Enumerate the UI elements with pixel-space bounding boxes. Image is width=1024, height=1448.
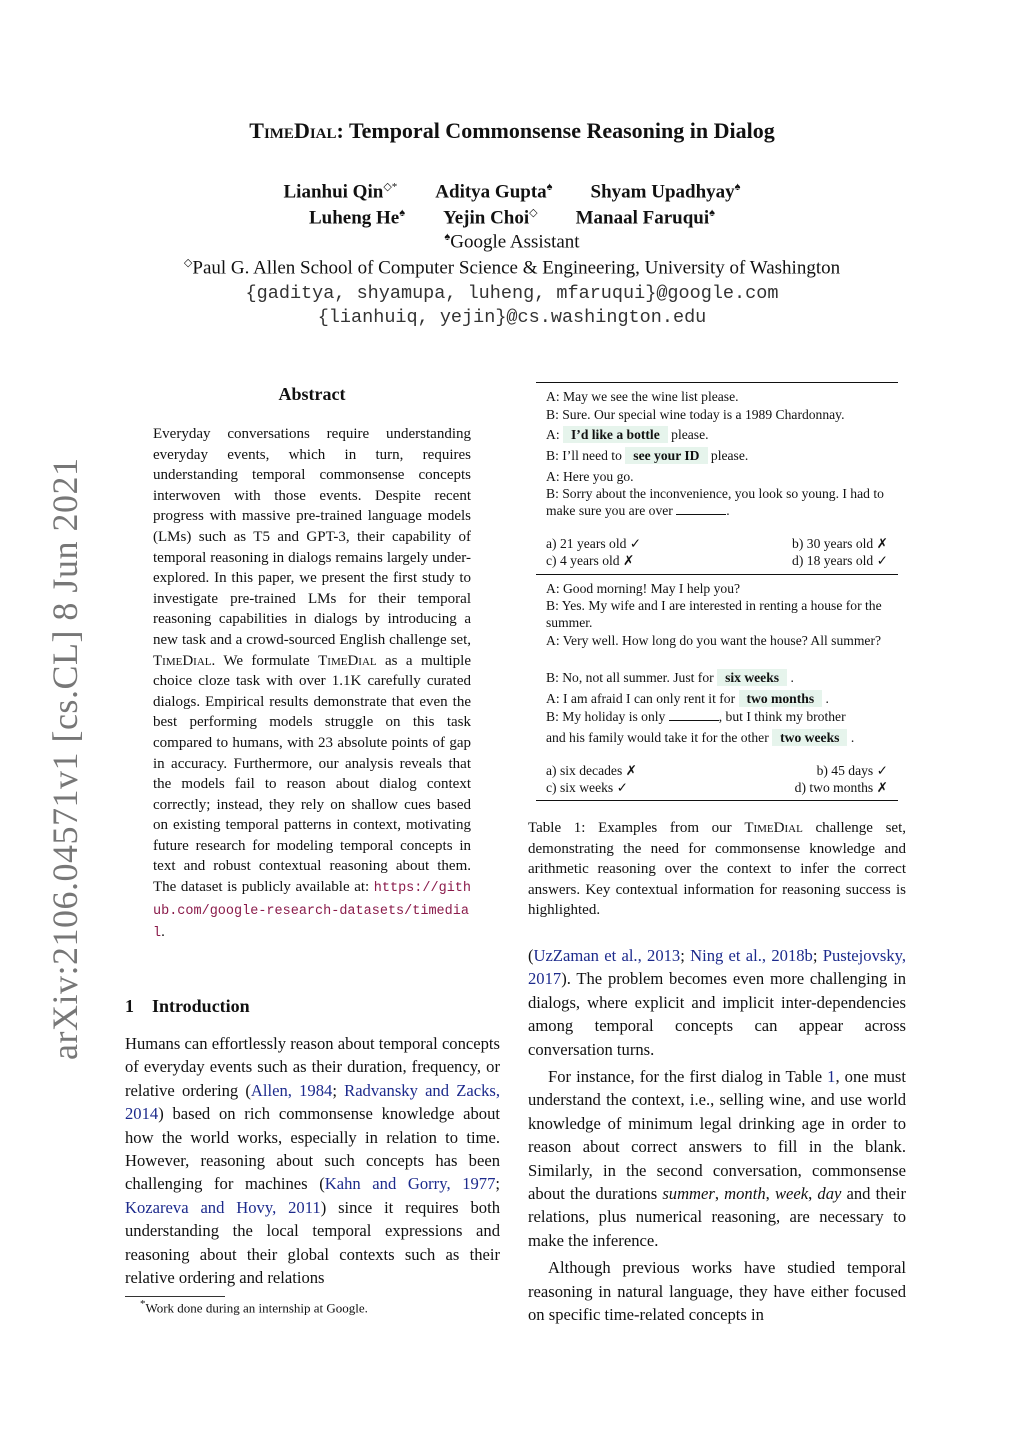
table-caption: Table 1: Examples from our TimeDial challenge set, demonstrating the need for commonsense knowledge and arithmetic reasoning over the context to infer the correct answers. Key contextual information for reasoning success is highlighted. xyxy=(528,820,906,919)
footnote: *Work done during an internship at Google. xyxy=(140,1298,368,1316)
dialog-line: A: Here you go. xyxy=(546,469,634,484)
cloze-blank xyxy=(676,504,726,515)
dialog-line: B: Sure. Our special wine today is a 1989 Chardonnay. xyxy=(546,407,845,422)
author-name: Manaal Faruqui xyxy=(575,207,710,229)
dialog-line: A: Good morning! May I help you? xyxy=(546,581,741,596)
answer-option: a) six decades ✗ xyxy=(546,763,638,778)
affiliation-mark: ◇ xyxy=(529,207,538,219)
dialog-line: A: May we see the wine list please. xyxy=(546,389,739,404)
section-heading: 1 Introduction xyxy=(125,996,250,1016)
author-line-1 xyxy=(0,180,1024,203)
answer-option: d) 18 years old ✓ xyxy=(792,553,888,568)
answer-option: b) 30 years old ✗ xyxy=(792,536,888,551)
author-name: Lianhui Qin xyxy=(283,181,384,203)
author-name: Aditya Gupta xyxy=(435,181,547,203)
paragraph: (UzZaman et al., 2013; Ning et al., 2018b; Pustejovsky, 2017). The problem becomes even more challenging in dialogs, where explicit and implicit inter-dependencies among temporal concepts can appear across conversation turns. xyxy=(528,946,907,1059)
dialog-line: and his family would take it for the other two weeks . xyxy=(546,730,855,745)
citation-link[interactable]: Kozareva and Hovy, 2011 xyxy=(125,1197,321,1217)
dialog-line: A: I am afraid I can only rent it for two months . xyxy=(546,691,829,706)
author-name: Luheng He xyxy=(308,207,400,229)
paragraph: Although previous works have studied temporal reasoning in natural language, they have either focused on specific time-related concepts in xyxy=(528,1258,906,1325)
affiliation-mark: ♠ xyxy=(734,181,741,193)
affiliation-mark: ◇* xyxy=(383,181,398,193)
author-line-2 xyxy=(0,206,1024,229)
affiliation-uw: ◇Paul G. Allen School of Computer Science & Engineering, University of Washington xyxy=(183,257,841,279)
affiliation-mark: ♠ xyxy=(546,181,553,193)
citation-link[interactable]: Radvansky and Zacks, 2014 xyxy=(125,1080,500,1124)
tool-name: TimeDial xyxy=(744,820,803,836)
table-mid-rule xyxy=(536,574,898,575)
tool-name: TimeDial xyxy=(318,652,377,669)
intro-paragraph: Humans can effortlessly reason about temporal concepts of everyday events such as their duration, frequency, or relative ordering (Allen, 1984; Radvansky and Zacks, 2014) based on rich commonsense knowledge about how the world works, especially in relation to time. However, reasoning about such concepts has been challenging for machines (Kahn and Gorry, 1977; Kozareva and Hovy, 2011) since it requires both understanding the local temporal expressions and reasoning about their global contexts such as their relative ordering and relations xyxy=(125,1034,501,1288)
table-bottom-rule xyxy=(536,800,898,801)
dialog-line: B: No, not all summer. Just for six weeks . xyxy=(546,670,794,685)
answer-option: c) 4 years old ✗ xyxy=(546,553,635,568)
dialog-line: A: I’d like a bottle please. xyxy=(546,427,709,442)
affiliation-mark: ♠ xyxy=(709,207,716,219)
affiliation-google: ♠Google Assistant xyxy=(444,231,580,253)
affiliation-mark: ♠ xyxy=(444,231,451,243)
highlighted-span: six weeks xyxy=(717,669,787,686)
answer-option: d) two months ✗ xyxy=(794,780,888,795)
highlighted-span: two months xyxy=(739,690,823,707)
abstract-heading: Abstract xyxy=(278,384,346,404)
title-rest: : Temporal Commonsense Reasoning in Dialog xyxy=(336,118,775,143)
answer-option: a) 21 years old ✓ xyxy=(546,536,642,551)
citation-link[interactable]: Kahn and Gorry, 1977 xyxy=(324,1174,496,1194)
citation-link[interactable]: UzZaman et al., 2013 xyxy=(533,946,681,965)
answer-option: b) 45 days ✓ xyxy=(816,763,888,778)
title-tool-name: TimeDial xyxy=(249,118,337,143)
affiliation-mark: ♠ xyxy=(399,207,406,219)
author-name: Shyam Upadhyay xyxy=(590,181,735,203)
cloze-blank xyxy=(669,710,719,721)
tool-name: TimeDial xyxy=(153,652,212,669)
arxiv-stamp: arXiv:2106.04571v1 [cs.CL] 8 Jun 2021 xyxy=(45,457,85,1060)
right-column-body xyxy=(528,944,906,1327)
highlighted-span: see your ID xyxy=(625,447,707,464)
highlighted-span: two weeks xyxy=(772,729,847,746)
highlighted-span: I’d like a bottle xyxy=(563,426,668,443)
citation-link[interactable]: Ning et al., 2018b xyxy=(690,946,813,965)
email-line-1: {gaditya, shyamupa, luheng, mfaruqui}@google.com xyxy=(245,283,779,304)
dialog-line: B: Yes. My wife and I are interested in renting a house for the summer. xyxy=(546,598,882,630)
author-name: Yejin Choi xyxy=(443,207,530,229)
email-line-2: {lianhuiq, yejin}@cs.washington.edu xyxy=(317,307,707,328)
citation-link[interactable]: Allen, 1984 xyxy=(250,1080,333,1100)
dialog-line: B: Sorry about the inconvenience, you look so young. I had to make sure you are over . xyxy=(546,486,884,518)
abstract-body: Everyday conversations require understanding everyday events, which in turn, requires understanding temporal commonsense concepts interwoven with those events. Despite recent progress with massive pre-trained language models (LMs) such as T5 and GPT-3, their capability of temporal reasoning in dialogs remains largely under-explored. In this paper, we present the first study to investigate pre-trained LMs for their temporal reasoning capabilities in dialogs by introducing a new task and a crowd-sourced English challenge set, TimeDial. We formulate TimeDial as a multiple choice cloze task with over 1.1K carefully curated dialogs. Empirical results demonstrate that even the best performing models struggle on this task compared to humans, with 23 absolute points of gap in accuracy. Furthermore, our analysis reveals that the models fail to reason about dialog context correctly; instead, they rely on shallow cues based on existing temporal patterns in context, motivating future research for modeling temporal concepts in text and robust contextual reasoning about them. The dataset is publicly available at: https://github.com/google-research-datasets/timedial. xyxy=(153,426,471,942)
table-top-rule xyxy=(536,382,898,383)
dataset-url-link[interactable]: https://github.com/google-research-datasets/timedial xyxy=(153,881,471,942)
footnote-rule xyxy=(125,1296,225,1297)
table-ref-link[interactable]: 1 xyxy=(827,1067,836,1087)
dialog-line: B: I’ll need to see your ID please. xyxy=(546,448,749,463)
answer-option: c) six weeks ✓ xyxy=(546,780,628,795)
paragraph: For instance, for the first dialog in Table 1, one must understand the context, i.e., selling wine, and use world knowledge of minimum legal drinking age in order to reason about correct answers to fill in the blank. Similarly, in the second conversation, commonsense about the durations summer, month, week, day and their relations, plus numerical reasoning, are necessary to make the inference. xyxy=(528,1067,907,1250)
paper-title xyxy=(0,118,1024,144)
dialog-line: A: Very well. How long do you want the house? All summer? xyxy=(546,633,882,648)
citation-link[interactable]: Pustejovsky, 2017 xyxy=(528,946,907,989)
dialog-line: B: My holiday is only , but I think my brother xyxy=(546,709,846,724)
affiliation-mark: ◇ xyxy=(183,257,193,269)
